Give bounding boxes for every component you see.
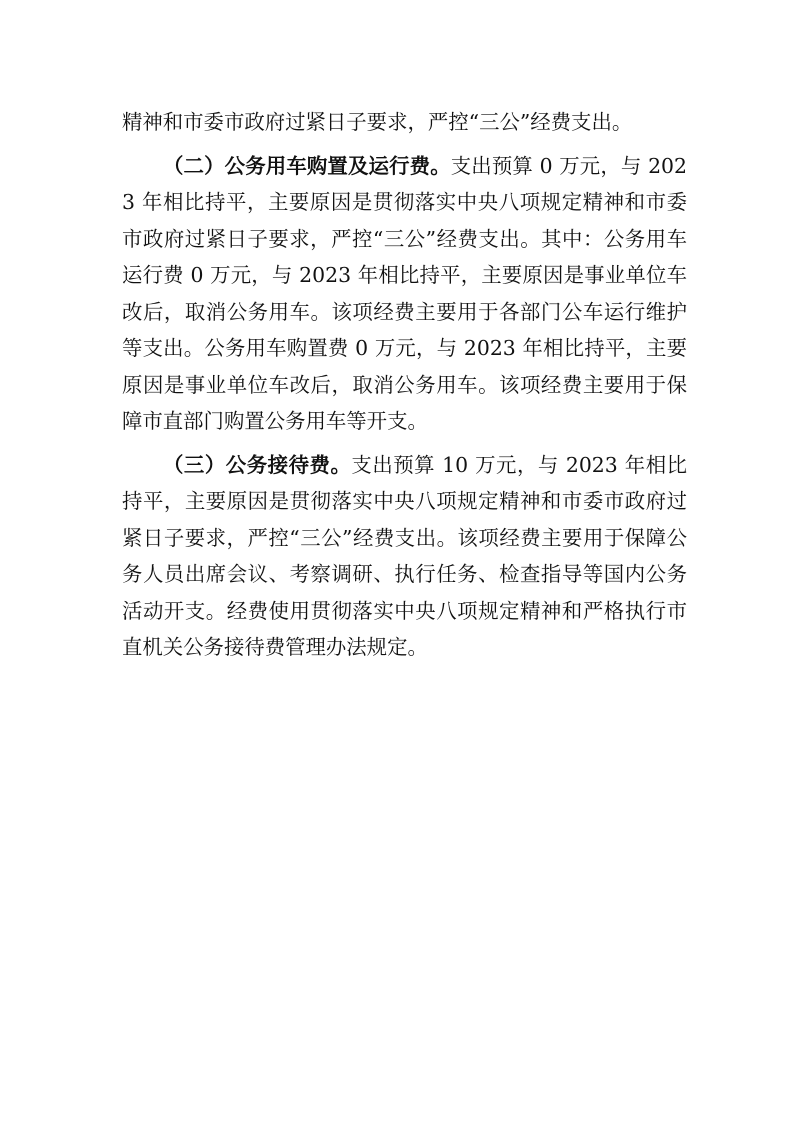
section-heading-vehicle: （二）公务用车购置及运行费。 — [163, 153, 451, 178]
paragraph-vehicle-costs — [122, 148, 687, 440]
paragraph-text: 精神和市委市政府过紧日子要求，严控“三公”经费支出。 — [122, 110, 633, 134]
paragraph-text: 支出预算 10 万元，与 2023 年相比持平，主要原因是贯彻落实中央八项规定精神和市委市政府过紧日子要求，严控“三公”经费支出。该项经费主要用于保障公务人员出席会议、考察调研、执行任务、检查指导等国内公务活动开支。经费使用贯彻落实中央八项规定精神和严格执行市直机关公务接待费管理办法规定。 — [122, 452, 688, 659]
paragraph-gap — [122, 141, 687, 148]
paragraph-gap — [122, 440, 687, 447]
section-heading-reception: （三）公务接待费。 — [163, 452, 352, 477]
paragraph-text: 支出预算 0 万元，与 2023 年相比持平，主要原因是贯彻落实中央八项规定精神和市委市政府过紧日子要求，严控“三公”经费支出。其中：公务用车运行费 0 万元，与 2023 年相比持平，主要原因是事业单位车改后，取消公务用车。该项经费主要用于各部门公车运行维护等支出。公务用车购置费 0 万元，与 2023 年相比持平，主要原因是事业单位车改后，取消公务用车。该项经费主要用于保障市直部门购置公务用车等开支。 — [122, 153, 687, 433]
document-body — [122, 104, 687, 666]
paragraph-reception-costs — [122, 447, 687, 666]
paragraph-continuation — [122, 104, 687, 141]
